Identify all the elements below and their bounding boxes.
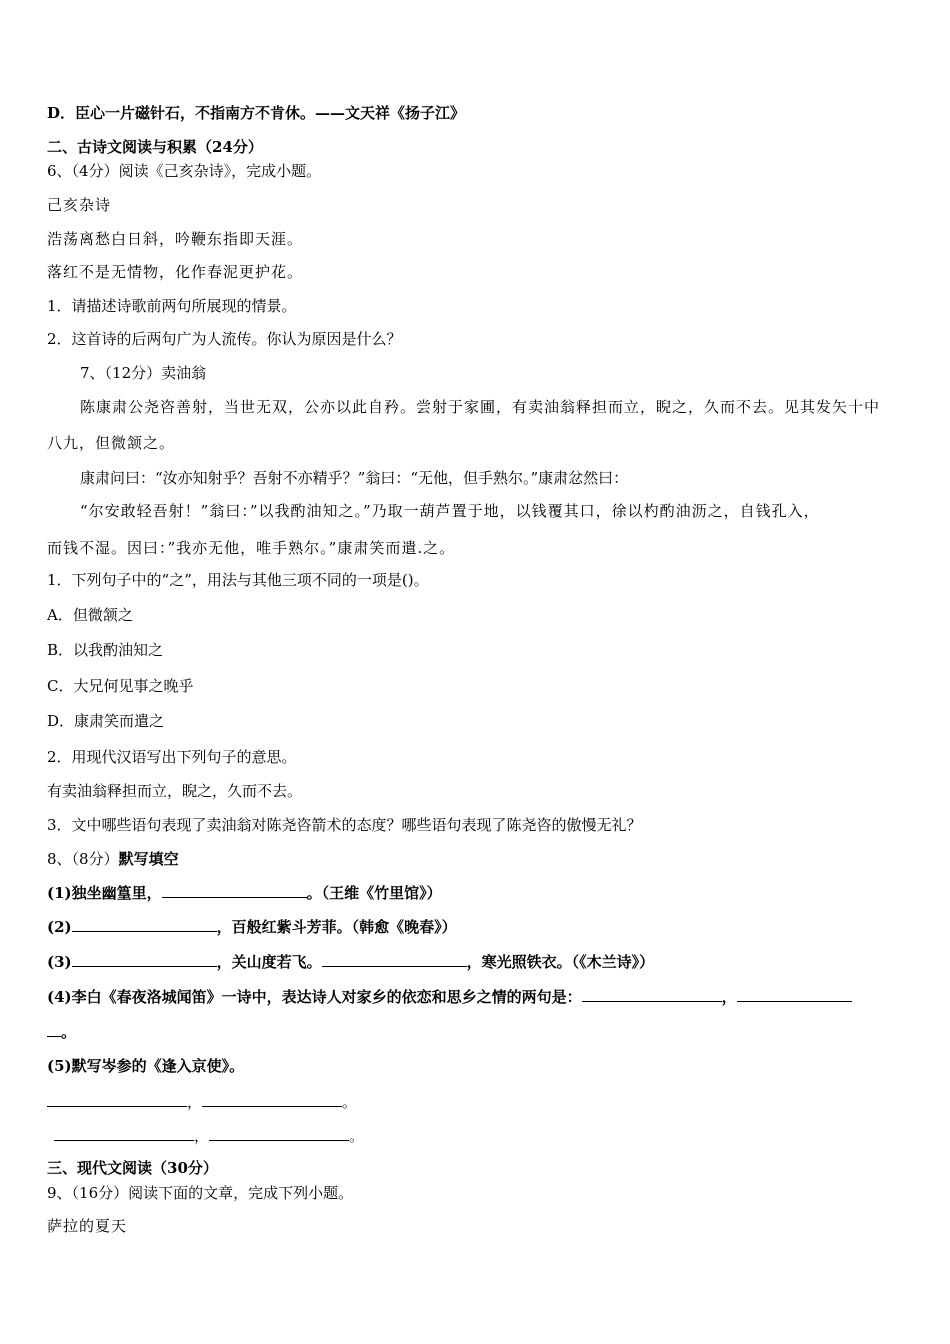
option-c: C．大兄何见事之晚乎 [47,677,194,695]
answer-blank-1[interactable] [162,882,307,898]
option-d: D．臣心一片磁针石，不指南方不肯休。——文天祥《扬子江》 [47,104,466,122]
answer-blank-5c[interactable] [54,1125,194,1141]
q8-item-4-continued [47,1021,76,1042]
q7-question-1: 1．下列句子中的“之”，用法与其他三项不同的一项是()。 [47,571,429,589]
q8-4-text: (4)李白《春夜洛城闻笛》一诗中，表达诗人对家乡的依恋和思乡之情的两句是： [47,988,582,1006]
q6-question-2: 2．这首诗的后两句广为人流传。你认为原因是什么？ [47,330,402,348]
q8-1-prefix: (1)独坐幽篁里， [47,884,162,902]
q8-5-end-1: 。 [342,1093,358,1111]
q9-intro: 9、（16分）阅读下面的文章，完成下列小题。 [47,1184,354,1202]
q7-title: 7、（12分）卖油翁 [80,364,207,382]
q6-question-1: 1．请描述诗歌前两句所展现的情景。 [47,297,297,315]
q8-number: 8、（8分） [47,850,119,868]
q7-passage-1b: 八九，但微颔之。 [47,434,176,452]
q7-passage-3a: “尔安敢轻吾射！”翁曰：”以我酌油知之。”乃取一葫芦置于地，以钱覆其口，徐以杓酌油沥之，自钱孔入， [80,502,820,520]
q8-1-suffix: 。（王维《竹里馆》） [306,884,442,902]
q7-question-2: 2．用现代汉语写出下列句子的意思。 [47,748,297,766]
answer-blank-4b[interactable] [737,986,852,1002]
option-d-2: D．康肃笑而遣之 [47,712,165,730]
q8-5-end-2: 。 [349,1127,365,1145]
answer-blank-5a[interactable] [47,1091,187,1107]
answer-blank-5d[interactable] [209,1125,349,1141]
q7-passage-2: 康肃问曰：“汝亦知射乎？吾射不亦精乎？”翁曰：“无他，但手熟尔。”康肃忿然曰： [80,469,629,487]
answer-blank-4b-continued[interactable] [47,1021,61,1037]
answer-blank-5b[interactable] [202,1091,342,1107]
option-a: A．但微颔之 [47,606,133,624]
q8-item-5: (5)默写岑参的《逢入京使》。 [47,1057,245,1075]
q8-3-prefix: (3) [47,953,72,971]
q8-title: 默写填空 [118,850,179,868]
section-2-title: 二、古诗文阅读与积累（24分） [47,138,263,156]
q7-passage-1a: 陈康肃公尧咨善射，当世无双，公亦以此自矜。尝射于家圃，有卖油翁释担而立，睨之，久而不去。见其发矢十中 [80,398,881,416]
q8-4-end: 。 [61,1023,77,1041]
q8-5-answer-line-1 [47,1091,357,1112]
q8-2-suffix: ，百般红紫斗芳菲。（韩愈《晚春》） [216,918,457,936]
q8-3-suffix: ，寒光照铁衣。（《木兰诗》） [466,953,655,971]
answer-blank-4a[interactable] [582,986,722,1002]
q8-item-3 [47,951,654,972]
q8-item-4 [47,986,852,1007]
q8-item-1 [47,882,442,903]
poem-line-2: 落红不是无情物，化作春泥更护花。 [47,263,304,281]
poem-line-1: 浩荡离愁白日斜，吟鞭东指即天涯。 [47,230,304,248]
option-b: B．以我酌油知之 [47,641,164,659]
q8-5-separator-2: ， [194,1127,210,1145]
q7-passage-3b: 而钱不湿。因曰：”我亦无他，唯手熟尔。”康肃笑而遣.之。 [47,539,456,557]
answer-blank-3b[interactable] [322,951,467,967]
answer-blank-2[interactable] [72,916,217,932]
q7-question-2-sentence: 有卖油翁释担而立，睨之，久而不去。 [47,782,303,800]
q8-5-answer-line-2 [54,1125,364,1146]
poem-title: 己亥杂诗 [47,196,112,214]
section-3-title: 三、现代文阅读（30分） [47,1159,218,1177]
q8-5-separator-1: ， [187,1093,203,1111]
q8-4-separator: ， [721,988,737,1006]
q8-heading [47,849,179,869]
q8-3-middle: ，关山度若飞。 [216,953,322,971]
q6-intro: 6、（4分）阅读《己亥杂诗》，完成小题。 [47,162,322,180]
q7-question-3: 3．文中哪些语句表现了卖油翁对陈尧咨箭术的态度？哪些语句表现了陈尧咨的傲慢无礼？ [47,816,642,834]
q8-item-2 [47,916,457,937]
q8-2-prefix: (2) [47,918,72,936]
q9-article-title: 萨拉的夏天 [47,1217,128,1235]
answer-blank-3a[interactable] [72,951,217,967]
